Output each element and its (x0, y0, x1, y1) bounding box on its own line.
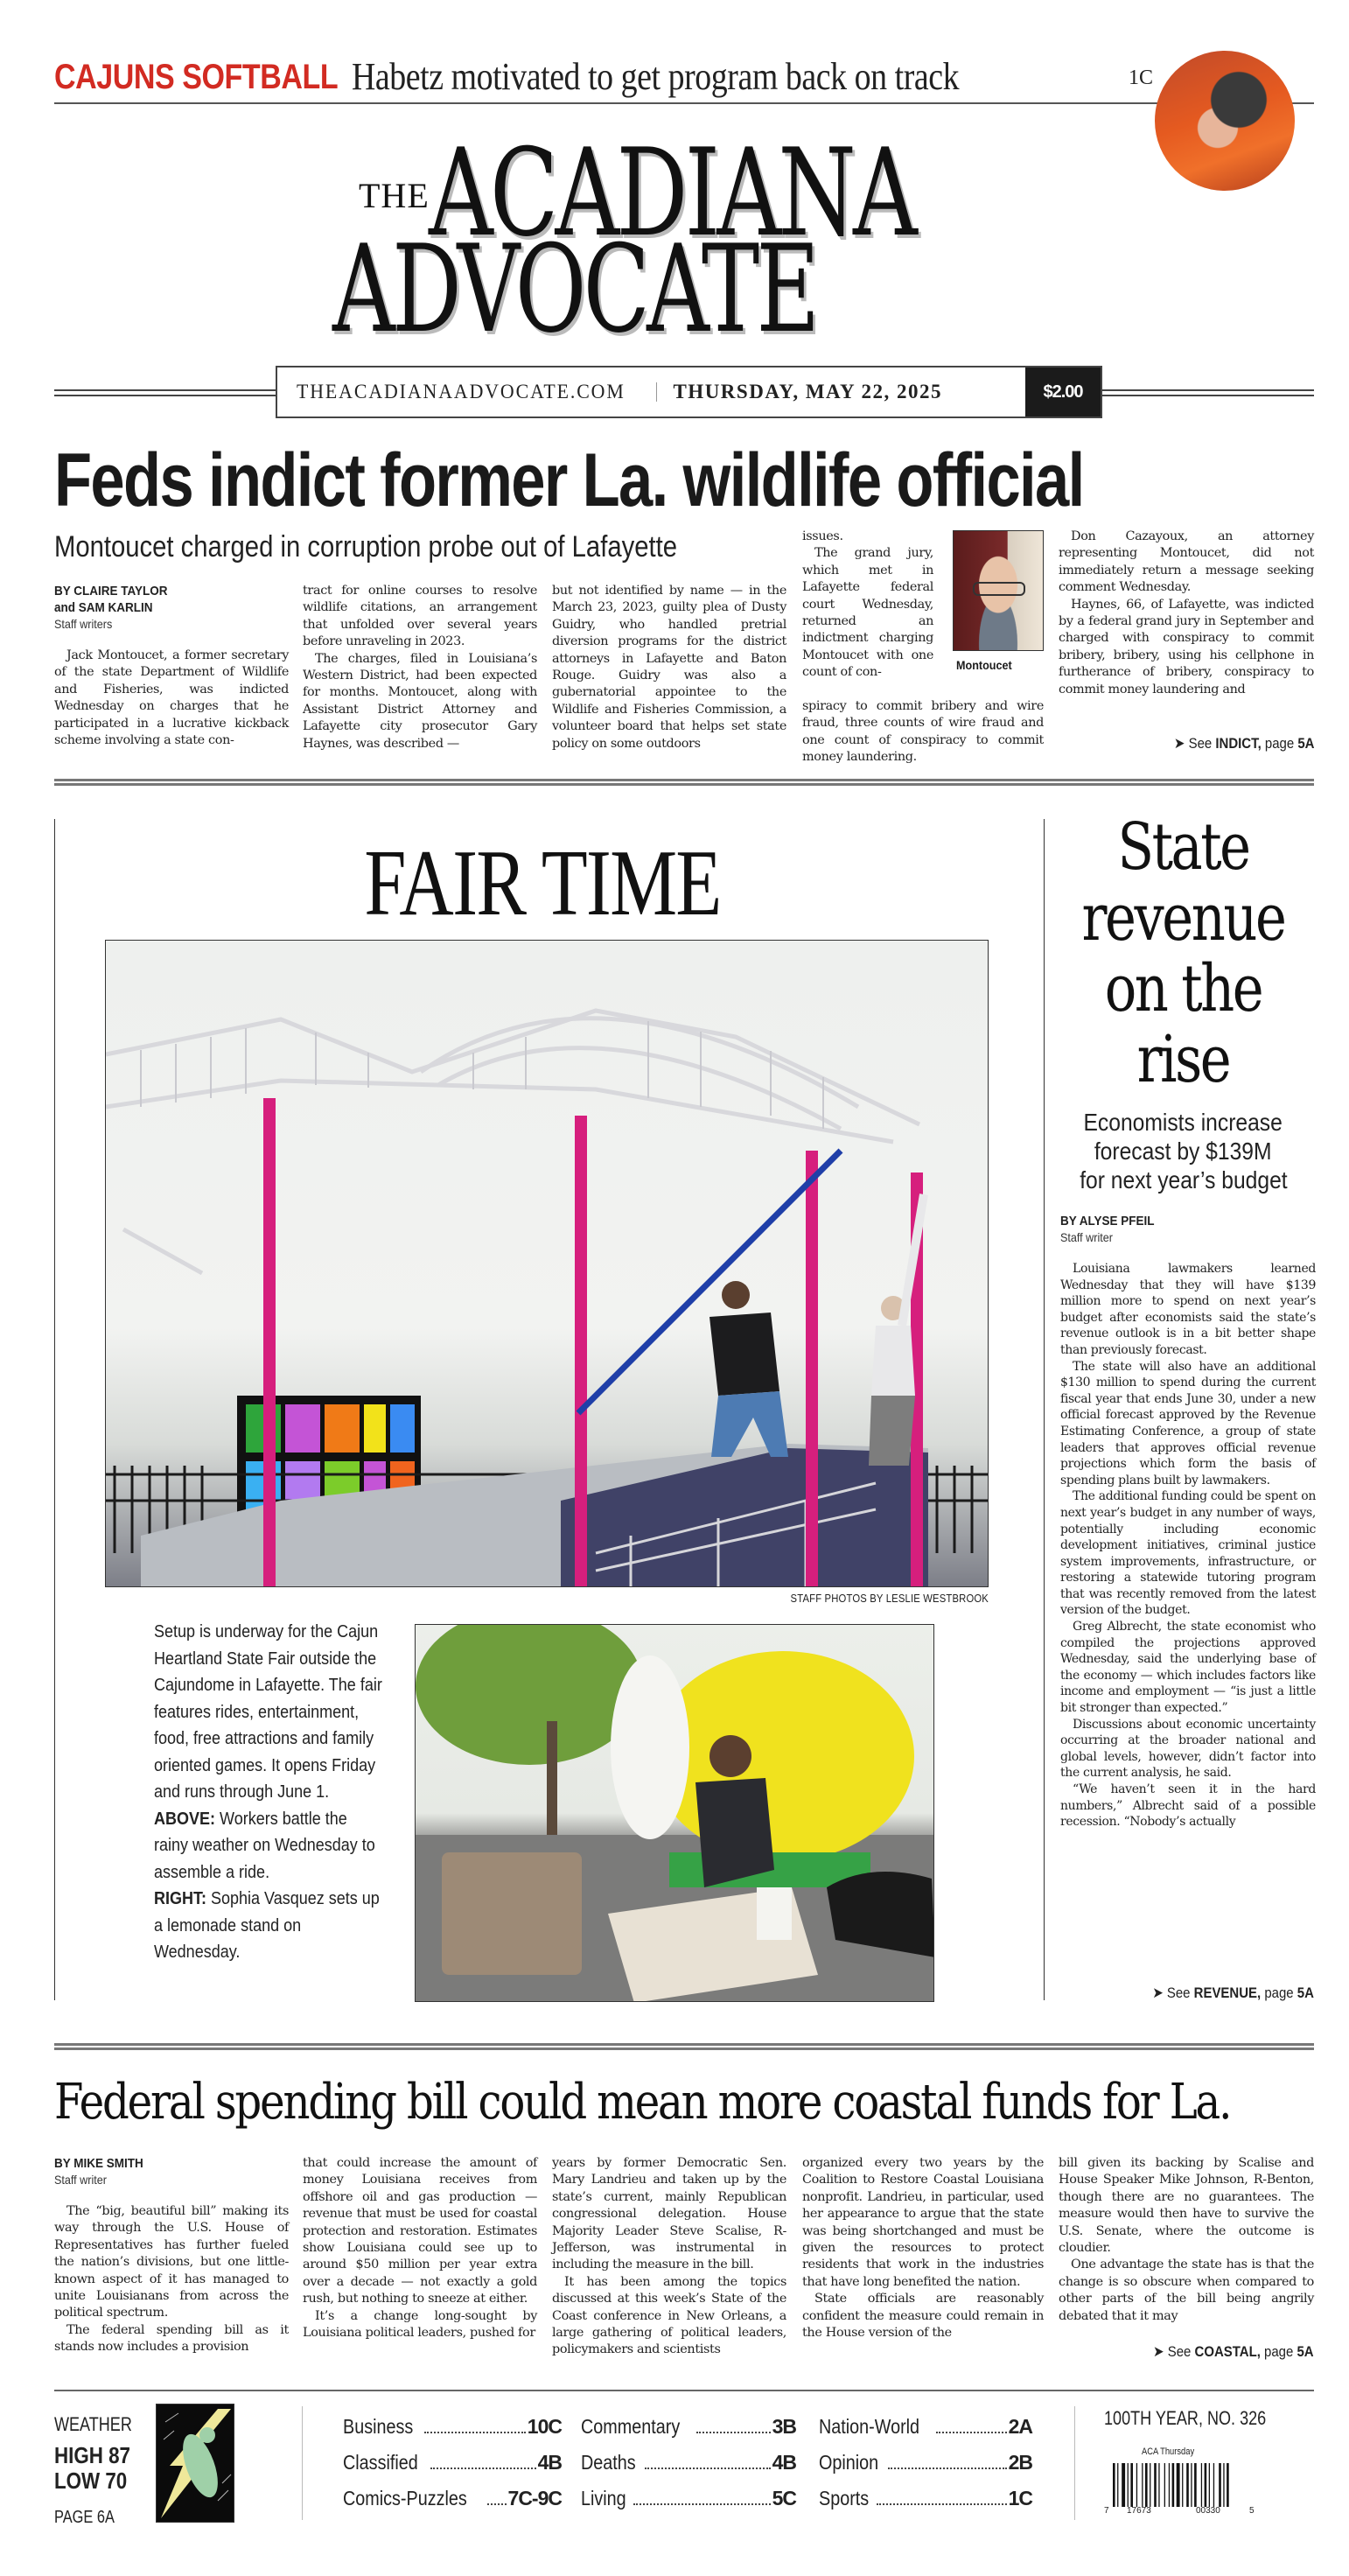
paragraph: years by former Democratic Sen. Mary Landrieu and taken up by the state’s current, mainly Republican congressional delegation. House Majority Leader Steve Scalise, R-Jefferson, was instrumental in including the measure in the bill. (552, 2156, 786, 2272)
barcode-label: ACA Thursday (1142, 2446, 1195, 2457)
index-divider (302, 2406, 303, 2520)
person-head (709, 1735, 751, 1777)
index-column-3 (819, 2415, 1032, 2523)
paragraph: The “big, beautiful bill” making its way through the U.S. House of Representatives has further fueled the nation’s divisions, but one little-known aspect of it has managed to unite Louisianans from across the political spectrum. (54, 2204, 289, 2320)
coastal-column-5 (1059, 2155, 1314, 2325)
index-item[interactable]: Business 10C (343, 2415, 562, 2438)
barcode-bar (1182, 2463, 1183, 2507)
weather-high: HIGH 87 (54, 2442, 130, 2468)
headline-line: State (1117, 809, 1249, 885)
mugshot-montoucet (953, 530, 1044, 651)
arrow-right-icon: ➤ (1152, 1984, 1167, 2001)
jump-slug: COASTAL, (1194, 2343, 1262, 2360)
index-item[interactable]: Comics-Puzzles 7C-9C (343, 2487, 562, 2510)
revenue-body (1060, 1213, 1316, 1830)
index-item[interactable]: Nation-World 2A (819, 2415, 1032, 2438)
barcode-digit: 7 (1104, 2506, 1109, 2516)
lead-byline-2: and SAM KARLIN (54, 600, 153, 615)
barcode-bar (1219, 2463, 1221, 2507)
barcode-bar (1213, 2463, 1214, 2507)
coastal-col1-text (54, 2203, 289, 2356)
price-badge: $2.00 (1025, 368, 1101, 416)
teaser-headline[interactable]: Habetz motivated to get program back on track (352, 55, 960, 98)
barcode-bar (1164, 2463, 1165, 2507)
section-divider (54, 2043, 1314, 2050)
coastal-column-2 (303, 2155, 537, 2342)
jump-page: 5A (1297, 1984, 1314, 2001)
column-divider (1044, 819, 1045, 2000)
lemonade-illustration (416, 1625, 934, 2002)
lead-byline-role: Staff writers (54, 617, 113, 631)
glasses-shape (973, 582, 1025, 596)
barcode-digit: 00330 (1196, 2506, 1220, 2516)
coastal-byline-role: Staff writer (54, 2173, 107, 2187)
barcode-bar (1191, 2463, 1192, 2507)
lead-column-2 (303, 583, 537, 752)
coastal-column-4 (802, 2155, 1044, 2342)
paragraph: The federal spending bill as it stands now includes a provision (54, 2322, 289, 2355)
barcode-bar (1205, 2463, 1207, 2507)
barcode-bar (1201, 2463, 1202, 2507)
barcode-bar (1194, 2463, 1197, 2507)
person-shirt (695, 1778, 774, 1887)
index-item[interactable]: Classified 4B (343, 2451, 562, 2474)
dateline-rule-right (1102, 389, 1314, 396)
revenue-byline-role: Staff writer (1060, 1230, 1113, 1244)
paragraph: spiracy to commit bribery and wire fraud, three counts of wire fraud and one count of conspiracy to commit money laundering. (802, 699, 1044, 765)
jump-page-label: page (1264, 735, 1294, 752)
paragraph: Louisiana lawmakers learned Wednesday that they will have $139 million more to spend on next year’s budget after economists said the state’s revenue outlook is in a bit better shape than previously forecast. (1060, 1262, 1316, 1357)
headline-line: revenue (1081, 880, 1285, 956)
coastal-byline: BY MIKE SMITH (54, 2156, 143, 2171)
coastal-column-1 (54, 2155, 289, 2356)
jump-page: 5A (1297, 735, 1314, 752)
cutline-intro: Setup is underway for the Cajun Heartland State Fair outside the Cajundome in Lafayette. The fair features rides, entertainment, food, free attractions and family oriented games. It opens Friday and runs through June 1. (154, 1622, 382, 1802)
lead-column-4-top (802, 528, 933, 682)
paragraph: The state will also have an additional $130 million to spend during the current fiscal year that ends June 30, under a new official forecast approved by the Revenue Estimating Conference, a group of state leaders that approves official revenue projections which form the basis of spending plans built by lawmakers. (1060, 1359, 1316, 1488)
lemon-stand (652, 1651, 914, 1861)
barcode-bar (1130, 2463, 1133, 2507)
barcode-bar (1172, 2463, 1175, 2507)
teaser-kicker: CAJUNS SOFTBALL (54, 58, 339, 96)
paragraph: One advantage the state has is that the change is so obscure when compared to other parts of the bill being angrily debated that it may (1059, 2258, 1314, 2323)
frog-in-rain-icon (156, 2404, 234, 2523)
fair-cutline (154, 1619, 382, 1966)
paragraph: The additional funding could be spent on next year’s budget in any number of ways, potentially including economic development initiatives, criminal justice system improvements, infrastructure, or restoring a statewide tutoring program that was recently removed from the latest version of the budget. (1060, 1489, 1316, 1618)
paragraph: It has been among the topics discussed at this week’s State of the Coast conference in New Orleans, a large gathering of political leaders, policymakers and scientists (552, 2274, 786, 2357)
cutline-right-label: RIGHT: (154, 1889, 207, 1908)
paragraph: State officials are reasonably confident the measure could remain in the House version of the (802, 2292, 1044, 2341)
section-divider (54, 779, 1314, 786)
revenue-subhead (1050, 1108, 1317, 1194)
barcode-bar (1142, 2463, 1143, 2507)
barcode-bar (1186, 2463, 1189, 2507)
worker-1 (709, 1281, 788, 1457)
index-column-2 (581, 2415, 796, 2523)
weather-low: LOW 70 (54, 2468, 128, 2494)
photo-credit: STAFF PHOTOS BY LESLIE WESTBROOK (790, 1592, 989, 1605)
issue-date: THURSDAY, MAY 22, 2025 (673, 381, 943, 402)
tree-trunk (547, 1721, 557, 1852)
ride-illustration (106, 941, 989, 1587)
cutline-above-label: ABOVE: (154, 1809, 216, 1829)
barcode-digit: 5 (1249, 2506, 1255, 2516)
paragraph: Haynes, 66, of Lafayette, was indicted by a federal grand jury in September and charged with conspiracy to commit bribery, bribery, using his cellphone in furtherance of bribery, conspiracy to commit money laundering and (1059, 597, 1314, 696)
headline-line: rise (1136, 1022, 1230, 1097)
paragraph: “We haven’t seen it in the hard numbers,” Albrecht said of a possible recession. “Nobody’s actually (1060, 1782, 1316, 1830)
paragraph: Discussions about economic uncertainty occurring at the broader national and global levels, however, didn’t factor into the current analysis, he said. (1060, 1717, 1316, 1781)
jump-link-revenue[interactable] (1152, 1984, 1314, 2002)
jump-link-coastal[interactable] (1153, 2343, 1314, 2361)
barcode-digit: 17673 (1127, 2506, 1151, 2516)
dateline-separator (656, 382, 657, 402)
weather-temps (54, 2443, 130, 2494)
index-item[interactable]: Sports 1C (819, 2487, 1032, 2510)
lead-column-4-bottom (802, 698, 1044, 766)
sports-teaser[interactable] (54, 51, 1154, 103)
barcode-bar (1169, 2463, 1170, 2507)
teaser-rule (54, 102, 1314, 104)
lead-subhead: Montoucet charged in corruption probe out of Lafayette (54, 530, 677, 564)
index-item[interactable]: Deaths 4B (581, 2451, 796, 2474)
barcode-bar (1128, 2463, 1129, 2507)
barcode-bar (1113, 2463, 1115, 2507)
paragraph: but not identified by name — in the March 23, 2023, guilty plea of Dusty Guidry, who handled pretrial diversion programs for the district attorneys in Lafayette and Baton Rouge. Guidry was also a gubernatorial appointee to the Wildlife and Fisheries Commission, a volunteer board that helps set state policy on some outdoors (552, 584, 786, 751)
subhead-line: for next year’s budget (1079, 1166, 1288, 1194)
dateline-bar (276, 366, 1102, 418)
index-item[interactable]: Living 5C (581, 2487, 796, 2510)
lead-column-1 (54, 583, 289, 749)
barcode-bar (1158, 2463, 1159, 2507)
index-item[interactable]: Commentary 3B (581, 2415, 796, 2438)
jump-page-label: page (1264, 2343, 1294, 2360)
lead-headline[interactable]: Feds indict former La. wildlife official (54, 438, 1084, 522)
dateline-rule-left (54, 389, 276, 396)
headline-line: on the (1104, 951, 1262, 1026)
photo-lemonade-stand (415, 1624, 934, 2002)
jump-see: See (1166, 1984, 1191, 2001)
blue-pole (578, 1151, 841, 1413)
barcode-bar (1223, 2463, 1224, 2507)
mugshot-caption: Montoucet (956, 658, 1012, 672)
arrow-right-icon: ➤ (1153, 2343, 1169, 2360)
paragraph: issues. (802, 529, 843, 543)
revenue-headline[interactable] (1050, 809, 1317, 1097)
truss-frame (106, 1011, 919, 1273)
paragraph: It’s a change long-sought by Louisiana political leaders, pushed for (303, 2308, 537, 2341)
bucket (757, 1887, 792, 1940)
index-rule (54, 2390, 1314, 2391)
paragraph: Greg Albrecht, the state economist who compiled the projections approved Wednesday, said the underlying base of the economy — which includes factors like income and employment — “is just a little bit stronger than expected.” (1060, 1620, 1316, 1716)
barcode-bar (1209, 2463, 1210, 2507)
stand-door (611, 1656, 689, 1839)
teaser-photo-coach (1155, 51, 1295, 191)
barcode-bar (1136, 2463, 1137, 2507)
barcode-bar (1154, 2463, 1157, 2507)
paragraph: that could increase the amount of money Louisiana receives from offshore oil and gas production — revenue that must be used for coastal protection and restoration. Estimates show Louisiana could see up to around $50 million per year extra over a decade — not exactly a gold rush, but nothing to sneeze at either. (303, 2156, 537, 2306)
paragraph: organized every two years by the Coalition to Restore Coastal Louisiana nonprofit. Landrieu, in particular, used her appearance to argue that the state was being shortchanged and must be given the resources to protect residents that work in the industries that have long benefited the nation. (802, 2156, 1044, 2289)
index-column-1 (343, 2415, 562, 2523)
revenue-byline: BY ALYSE PFEIL (1060, 1214, 1155, 1228)
cooler (442, 1852, 582, 1975)
jump-link-indict[interactable] (1173, 735, 1314, 752)
coastal-column-3 (552, 2155, 786, 2359)
barcode-bar (1145, 2463, 1148, 2507)
jump-page-label: page (1264, 1984, 1294, 2001)
jump-page: 5A (1297, 2343, 1314, 2360)
paragraph: Don Cazayoux, an attorney representing Montoucet, did not immediately return a message seeking comment Wednesday. (1059, 529, 1314, 595)
paragraph: tract for online courses to resolve wildlife citations, an arrangement that unfolded over several years before unraveling in 2023. (303, 584, 537, 649)
tree-canopy (416, 1625, 643, 1765)
subhead-line: forecast by $139M (1094, 1138, 1272, 1165)
cutline-above-text: Workers battle the rainy weather on Wednesday to assemble a ride. (154, 1809, 375, 1882)
teaser-page-ref: 1C (1129, 66, 1154, 89)
lead-column-5 (1059, 528, 1314, 698)
masthead-advocate: ADVOCATE (332, 219, 817, 360)
barcode-bar (1227, 2463, 1229, 2507)
volume-number: 100TH YEAR, NO. 326 (1104, 2407, 1267, 2429)
paragraph: Jack Montoucet, a former secretary of the state Department of Wildlife and Fisheries, was indicted Wednesday on charges that he participated in a lucrative kickback scheme involving a state con- (54, 648, 289, 748)
subhead-line: Economists increase (1083, 1109, 1283, 1136)
photo-fair-ride-workers (105, 940, 989, 1587)
revenue-text (1060, 1261, 1316, 1830)
lead-col1-text (54, 648, 289, 749)
coastal-headline[interactable]: Federal spending bill could mean more coastal funds for La. (54, 2074, 1231, 2131)
index-item[interactable]: Opinion 2B (819, 2451, 1032, 2474)
paragraph: bill given its backing by Scalise and House Speaker Mike Johnson, R-Benton, though there are no guarantees. The measure would then have to survive the U.S. Senate, where the outcome is cloudier. (1059, 2156, 1314, 2256)
barcode-bar (1177, 2463, 1180, 2507)
masthead-acadiana: ACADIANA (429, 122, 915, 263)
jump-slug: REVENUE, (1193, 1984, 1262, 2001)
paragraph: The charges, filed in Louisiana’s Western District, had been expected for months. Montoucet, along with Assistant District Attorney and Lafayette city prosecutor Gary Haynes, was described — (303, 651, 537, 751)
jump-see: See (1168, 2343, 1192, 2360)
paragraph: The grand jury, which met in Lafayette federal court Wednesday, returned an indictment charging Montoucet with one count of con- (802, 546, 933, 680)
cutline-right-text: Sophia Vasquez sets up a lemonade stand on Wednesday. (154, 1889, 380, 1962)
barcode (1104, 2463, 1270, 2512)
jump-see: See (1188, 735, 1212, 752)
barcode-bar (1122, 2463, 1125, 2507)
masthead-the: THE (359, 176, 430, 215)
website-url[interactable]: THEACADIANAADVOCATE.COM (297, 381, 626, 402)
lead-byline-1: BY CLAIRE TAYLOR (54, 584, 168, 598)
index-divider (1074, 2406, 1075, 2520)
weather-label: WEATHER (54, 2413, 132, 2435)
fair-border-left (54, 819, 55, 2000)
weather-page-ref[interactable]: PAGE 6A (54, 2508, 115, 2527)
lead-column-3 (552, 583, 786, 752)
fair-title: FAIR TIME (364, 831, 721, 935)
jump-slug: INDICT, (1214, 735, 1262, 752)
arrow-right-icon: ➤ (1173, 735, 1189, 752)
barcode-bar (1117, 2463, 1118, 2507)
